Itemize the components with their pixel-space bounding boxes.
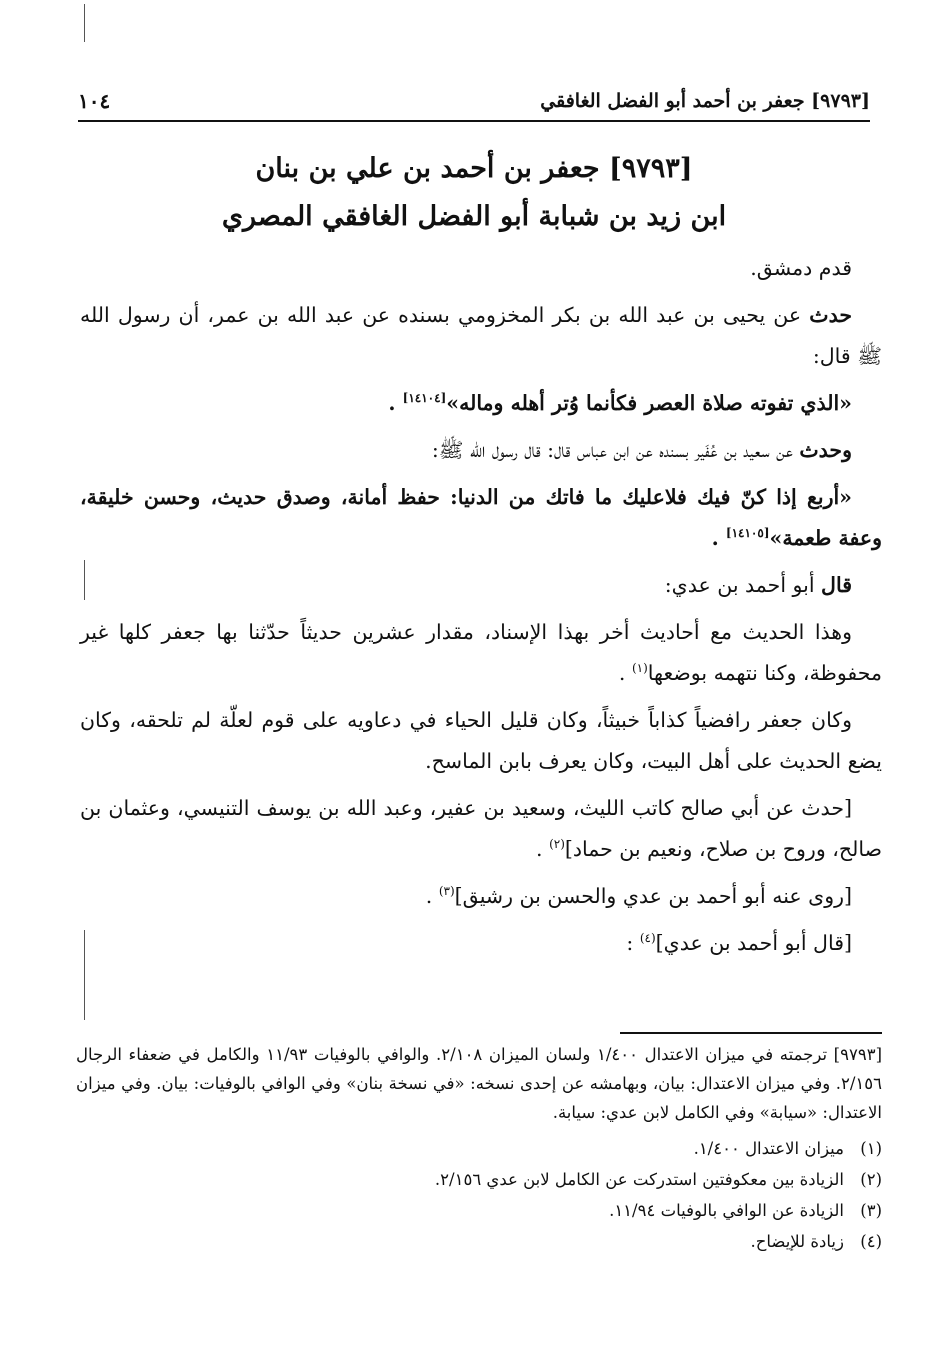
narration-text: عن يحيى بن عبد الله بن بكر المخزومي بسنده عن عبد الله بن عمر، أن رسول الله ﷺ قال: bbox=[80, 303, 882, 368]
entry-title-line-2: ابن زيد بن شبابة أبو الفضل الغافقي المصري bbox=[221, 201, 727, 232]
footnote-text: الزيادة بين معكوفتين استدركت عن الكامل لابن عدي ٢/١٥٦. bbox=[434, 1170, 844, 1189]
assessment-text: وهذا الحديث مع أحاديث أخر بهذا الإسناد، مقدار عشرين حديثاً حدّثنا بها جعفر كلها غير محفوظة، وكنا نتهمه بوضعها bbox=[80, 620, 882, 685]
narration-lead: قال bbox=[821, 573, 852, 597]
footnote-mark: (٢) bbox=[860, 1170, 882, 1189]
paragraph-character: وكان جعفر رافضياً كذاباً خبيثاً، وكان قليل الحياء في دعاويه على قوم لعلّة لم تلحقه، وكان يضع الحديث على أهل البيت، وكان يعرف بابن الماسح. bbox=[80, 708, 882, 773]
numbered-footnotes bbox=[76, 1133, 882, 1257]
teachers-text: [حدث عن أبي صالح كاتب الليث، وسعيد بن عفير، وعبد الله بن يوسف التنيسي، وعثمان بن صالح، وروح بن صلاح، ونعيم بن حماد] bbox=[80, 796, 882, 861]
hadith-number: [١٤١٠٥] bbox=[725, 526, 770, 541]
hadith-number: [١٤١٠٤] bbox=[402, 391, 447, 406]
hadith-2: «أربع إذا كنّ فيك فلاعليك ما فاتك من الدنيا: حفظ أمانة، وصدق حديث، وحسن خليقة، وعفة طعمة»[١٤١٠٥] . bbox=[80, 485, 882, 550]
footnote-item bbox=[76, 1164, 882, 1195]
page-number: ١٠٤ bbox=[78, 89, 111, 113]
footnote-text: الزيادة عن الوافي بالوفيات ١١/٩٤. bbox=[609, 1201, 844, 1220]
entry-footnote: [٩٧٩٣] ترجمته في ميزان الاعتدال ١/٤٠٠ ولسان الميزان ٢/١٠٨. والوافي بالوفيات ١١/٩٣ والكامل في ضعفاء الرجال ٢/١٥٦. وفي ميزان الاعتدال: بيان، وبهامشه عن إحدى نسخه: «في نسخة بنان» وفي الوافي بالوفيات: بيان. وفي ميزان الاعتدال: «سيابة» وفي الكامل لابن عدي: سيابة. bbox=[76, 1045, 882, 1122]
paragraph-ibn-adi-says bbox=[80, 565, 882, 606]
paragraph-narration-2 bbox=[80, 430, 882, 471]
entry-title bbox=[80, 145, 868, 241]
paragraph-teachers: [حدث عن أبي صالح كاتب الليث، وسعيد بن عفير، وعبد الله بن يوسف التنيسي، وعثمان بن صالح، وروح بن صلاح، ونعيم بن حماد]$^{(٢)}$ . bbox=[80, 796, 882, 861]
footnote-mark: (٣) bbox=[860, 1201, 882, 1220]
main-text bbox=[80, 248, 882, 970]
footnote-text: زيادة للإيضاح. bbox=[750, 1232, 844, 1251]
paragraph-closing: [قال أبو أحمد بن عدي]$^{(٤)}$ : bbox=[626, 931, 852, 955]
footnote-item bbox=[76, 1226, 882, 1257]
paragraph-narration-1 bbox=[80, 295, 882, 377]
footnote-ref-1: (١) bbox=[631, 661, 648, 676]
footnote-separator bbox=[620, 1032, 882, 1034]
left-margin-mark bbox=[84, 4, 85, 42]
narration-lead: وحدث bbox=[799, 438, 852, 462]
footnote-ref-3: (٣) bbox=[438, 884, 455, 899]
students-text: [روى عنه أبو أحمد بن عدي والحسن بن رشيق] bbox=[454, 884, 852, 908]
footnote-mark: (٤) bbox=[860, 1232, 882, 1251]
footnotes bbox=[76, 1040, 882, 1257]
footnote-ref-4: (٤) bbox=[639, 931, 656, 946]
footnote-item bbox=[76, 1133, 882, 1164]
entry-title-line-1: [٩٧٩٣] جعفر بن أحمد بن علي بن بنان bbox=[255, 153, 693, 184]
narration-text: عن سعيد بن عُفَير بسنده عن ابن عباس قال: قال رسول الله ﷺ: bbox=[431, 438, 800, 462]
paragraph-assessment: وهذا الحديث مع أحاديث أخر بهذا الإسناد، مقدار عشرين حديثاً حدّثنا بها جعفر كلها غير محفوظة، وكنا نتهمه بوضعها$^{(١)}$ . bbox=[80, 620, 882, 685]
paragraph-students: [روى عنه أبو أحمد بن عدي والحسن بن رشيق]$^{(٣)}$ . bbox=[425, 884, 852, 908]
narration-text: أبو أحمد بن عدي: bbox=[664, 573, 822, 597]
paragraph-arrival: قدم دمشق. bbox=[750, 256, 852, 280]
running-head-title: [٩٧٩٣] جعفر بن أحمد أبو الفضل الغافقي bbox=[540, 90, 870, 112]
footnote-text: ميزان الاعتدال ١/٤٠٠. bbox=[693, 1139, 844, 1158]
running-head bbox=[78, 82, 870, 122]
footnote-item bbox=[76, 1195, 882, 1226]
footnote-mark: (١) bbox=[860, 1139, 882, 1158]
footnote-ref-2: (٢) bbox=[549, 837, 565, 852]
hadith-1: «الذي تفوته صلاة العصر فكأنما وُتر أهله وماله»[١٤١٠٤] . bbox=[388, 391, 852, 415]
hadith-text: «أربع إذا كنّ فيك فلاعليك ما فاتك من الدنيا: حفظ أمانة، وصدق حديث، وحسن خليقة، وعفة طعمة» bbox=[80, 485, 882, 550]
narration-lead: حدث bbox=[809, 303, 852, 327]
hadith-text: «الذي تفوته صلاة العصر فكأنما وُتر أهله وماله» bbox=[446, 391, 852, 415]
closing-text: [قال أبو أحمد بن عدي] bbox=[655, 931, 852, 955]
